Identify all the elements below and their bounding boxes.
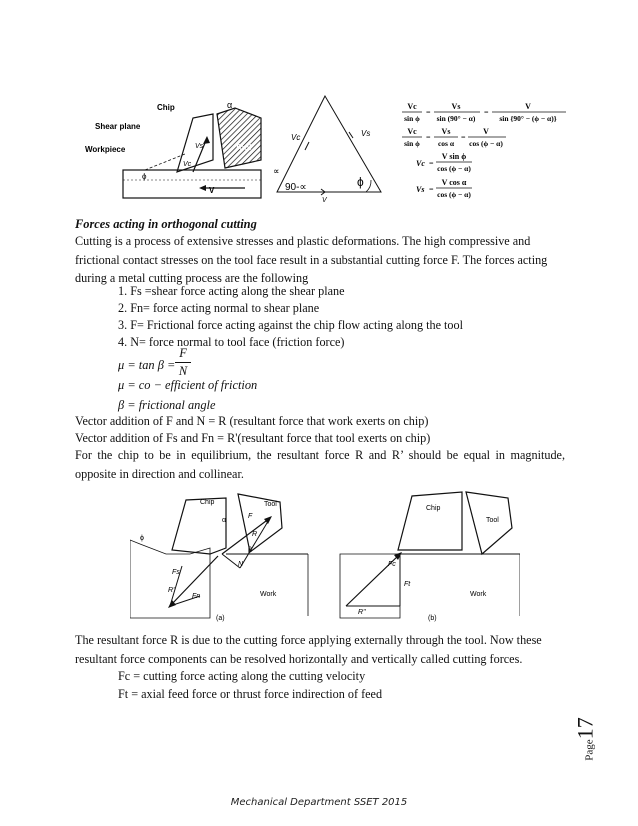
eq4-den: cos (ϕ − α)	[437, 190, 471, 199]
eq1-c-num: V	[525, 102, 531, 111]
list-item: 2. Fn= force acting normal to shear plane	[118, 301, 320, 315]
intro-paragraph: Cutting is a process of extensive stresses and plastic deformations. The high compressive and frictional contact stresses on the tool face result in a substantial cutting force F. The forces acting during a metal cutting process are the following	[75, 234, 548, 285]
eq2-c-den: cos (ϕ − α)	[469, 139, 503, 148]
svg-text:α: α	[222, 517, 227, 524]
svg-text:Chip: Chip	[200, 499, 215, 506]
eq1-a-num: Vc	[407, 102, 417, 111]
force-diagram-b	[340, 492, 520, 622]
eq2-a-den: sin ϕ	[404, 139, 420, 148]
eq3-num: V sin ϕ	[441, 152, 467, 161]
svg-text:Tool: Tool	[486, 517, 499, 524]
eq2-c-num: V	[483, 127, 489, 136]
eq2-a-num: Vc	[407, 127, 417, 136]
eq3-lhs: Vc	[416, 159, 425, 168]
label-workpiece: Workpiece	[85, 145, 126, 154]
triangle-shape	[277, 96, 381, 192]
svg-text:R': R'	[168, 587, 175, 594]
eq3-den: cos (ϕ − α)	[437, 164, 471, 173]
mu-definition: μ = co − efficient of friction	[118, 378, 258, 392]
tool-shape	[217, 108, 261, 168]
svg-text:=: =	[429, 159, 434, 168]
label-vc: Vc	[183, 161, 192, 168]
equilibrium-paragraph: For the chip to be in equilibrium, the resultant force R and R’ should be equal in magnitude, opposite in direction and collinear.	[75, 448, 565, 481]
page-number-block	[572, 706, 610, 776]
svg-text:Work: Work	[260, 591, 277, 598]
list-item: 4. N= force normal to tool face (friction force)	[118, 335, 345, 349]
svg-text:R: R	[252, 531, 258, 538]
force-diagram-figure	[130, 488, 520, 626]
chip-formation-figure	[85, 100, 270, 210]
beta-definition: β = frictional angle	[118, 398, 216, 412]
svg-text:N: N	[238, 561, 244, 568]
label-v: V	[209, 186, 215, 195]
page-number: 17	[572, 717, 598, 740]
svg-text:(b): (b)	[428, 615, 437, 622]
label-vs: Vs	[195, 143, 204, 150]
eq1-b-num: Vs	[451, 102, 461, 111]
ft-definition: Ft = axial feed force or thrust force indirection of feed	[118, 687, 383, 701]
tri-label-v: V	[322, 197, 327, 204]
velocity-equations	[398, 100, 590, 204]
tri-label-phi: ϕ	[357, 175, 364, 189]
mu-numerator: F	[179, 346, 187, 360]
svg-text:(a): (a)	[216, 615, 225, 622]
mu-equation-lhs: μ = tan β =	[118, 358, 176, 372]
svg-text:Work: Work	[470, 591, 487, 598]
svg-text:R'': R''	[358, 609, 366, 616]
list-item: 3. F= Frictional force acting against the chip flow acting along the tool	[118, 318, 463, 332]
svg-text:ϕ: ϕ	[140, 535, 144, 542]
svg-text:Fn: Fn	[192, 593, 201, 600]
svg-text:Ft: Ft	[404, 581, 411, 588]
label-chip: Chip	[157, 103, 175, 112]
eq1-a-den: sin ϕ	[404, 114, 420, 123]
eq1-c-den: sin {90° − (ϕ − α)}	[499, 114, 557, 123]
svg-text:Chip: Chip	[426, 505, 441, 512]
eq4-num: V cos α	[441, 178, 467, 187]
svg-text:Tool: Tool	[264, 501, 277, 508]
tri-label-alpha: ∝	[273, 166, 280, 176]
label-tool: Tool	[235, 143, 252, 152]
force-diagram-a	[130, 494, 308, 622]
vector-addition-1: Vector addition of F and N = R (resultant force that work exerts on chip)	[75, 414, 429, 428]
svg-text:β: β	[248, 547, 253, 554]
svg-text:=: =	[426, 133, 431, 142]
tri-label-vs: Vs	[361, 129, 371, 138]
svg-text:=: =	[484, 108, 489, 117]
svg-text:=: =	[429, 185, 434, 194]
eq1-b-den: sin (90° − α)	[436, 114, 476, 123]
svg-text:F: F	[248, 513, 253, 520]
page-label: Page	[583, 739, 596, 761]
tri-label-angle: 90-∝	[285, 182, 307, 193]
svg-text:Fc: Fc	[388, 561, 396, 568]
svg-text:=: =	[461, 133, 466, 142]
fraction-bar	[175, 362, 191, 363]
label-shear-plane: Shear plane	[95, 122, 141, 131]
label-alpha: α	[227, 100, 233, 110]
force-list	[118, 283, 463, 351]
list-item: 1. Fs =shear force acting along the shear plane	[118, 284, 345, 298]
eq2-b-num: Vs	[441, 127, 451, 136]
vector-addition-2: Vector addition of Fs and Fn = R'(resultant force that tool exerts on chip)	[75, 431, 431, 445]
velocity-triangle-figure	[265, 92, 390, 204]
closing-paragraph: The resultant force R is due to the cutting force applying externally through the tool. Now these resultant force components can be resolved horizontally and vertically called cutting forces.	[75, 633, 542, 666]
tri-label-vc: Vc	[291, 133, 301, 142]
eq4-lhs: Vs	[416, 185, 425, 194]
fc-definition: Fc = cutting force acting along the cutting velocity	[118, 669, 366, 683]
svg-text:=: =	[426, 108, 431, 117]
svg-text:Fs: Fs	[172, 569, 180, 576]
label-phi: ϕ	[142, 172, 147, 181]
mu-denominator: N	[178, 364, 188, 378]
eq2-b-den: cos α	[437, 139, 455, 148]
section-heading: Forces acting in orthogonal cutting	[75, 217, 257, 231]
page-footer: Mechanical Department SSET 2015	[230, 797, 408, 808]
